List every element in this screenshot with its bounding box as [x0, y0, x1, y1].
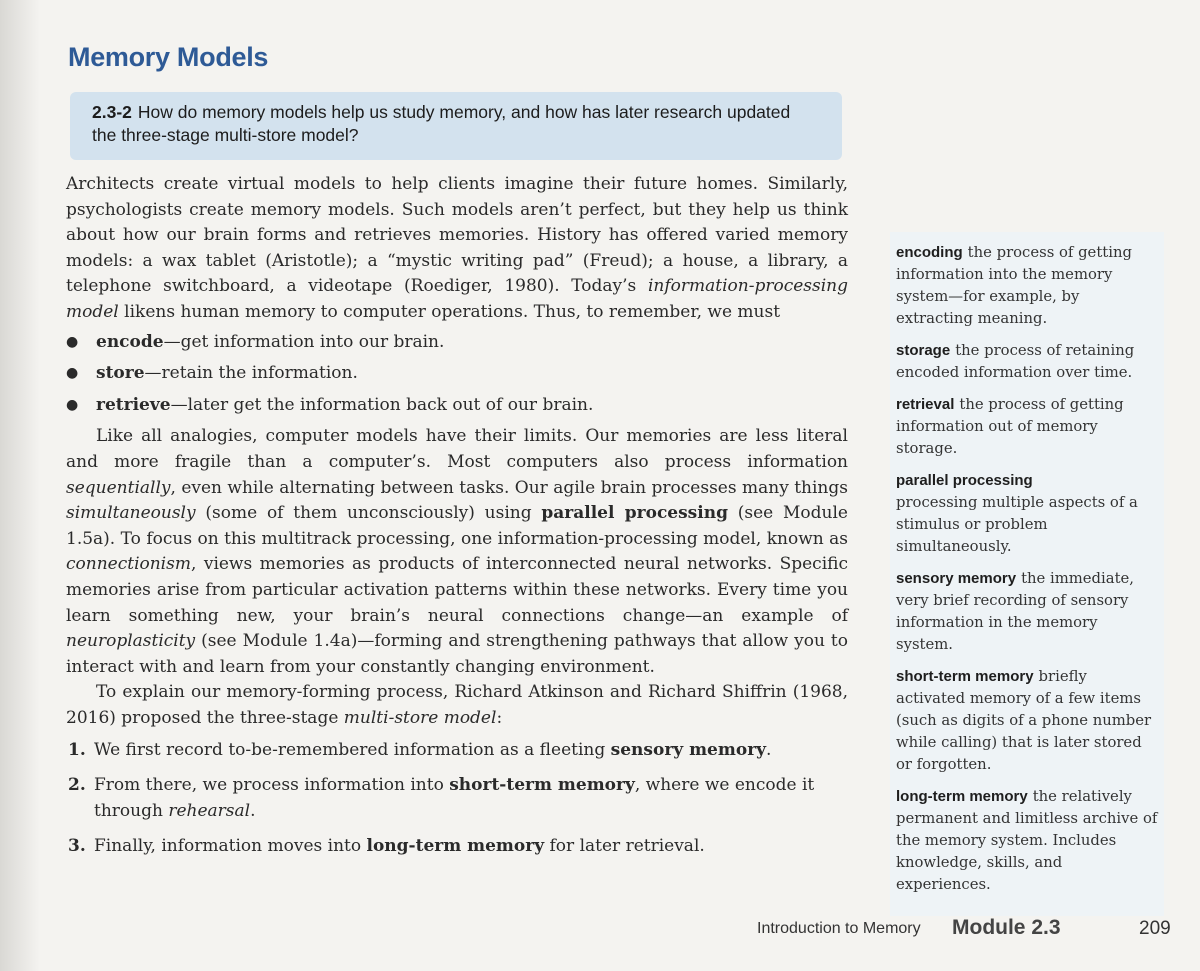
learning-objective: [92, 101, 812, 147]
multistore-steps: [66, 737, 848, 859]
glossary-entry: long-term memory the relatively permanent and limitless archive of the memory system. Includes knowledge, skills, and experiences.: [896, 788, 1158, 893]
footer-module-label: Module 2.3: [952, 916, 1061, 939]
glossary-entry: storage the process of retaining encoded information over time.: [896, 342, 1135, 381]
page-gutter-shadow: [0, 0, 40, 971]
glossary-entry: encoding the process of getting information into the memory system—for example, by extracting meaning.: [896, 244, 1132, 327]
list-item: 3. Finally, information moves into long-term memory for later retrieval.: [68, 836, 705, 857]
glossary-sidebar: [890, 232, 1164, 916]
glossary-entry: parallel processing processing multiple aspects of a stimulus or problem simultaneously.: [896, 472, 1138, 555]
glossary-entry: sensory memory the immediate, very brief recording of sensory information in the memory system.: [896, 570, 1134, 653]
list-item: ● retrieve—later get the information back out of our brain.: [66, 393, 848, 418]
list-item: 2. From there, we process information into short-term memory, where we encode it through rehearsal.: [68, 775, 815, 822]
objective-number: 2.3-2: [92, 102, 132, 122]
paragraph-analogies: Like all analogies, computer models have their limits. Our memories are less literal and more fragile than a computer’s. Most computers also process information sequentially, even while alternating between tasks. Our agile brain processes many things simultaneously (some of them unconsciously) using parallel processing (see Module 1.5a). To focus on this multitrack processing, one information-processing model, known as connectionism, views memories as products of interconnected neural networks. Specific memories arise from particular activation patterns within these networks. Every time you learn something new, your brain’s neural connections change—an example of neuroplasticity (see Module 1.4a)—forming and strengthening pathways that allow you to interact with and learn from your constantly changing environment.: [66, 426, 848, 677]
list-item: ● encode—get information into our brain.: [66, 330, 848, 355]
learning-objective-box: [70, 92, 842, 160]
list-item: 1. We first record to-be-remembered information as a fleeting sensory memory.: [68, 740, 772, 761]
page-number: 209: [1139, 918, 1171, 939]
page-footer: [0, 916, 1200, 946]
objective-question: How do memory models help us study memory, and how has later research updated the three-stage multi-store model?: [92, 102, 791, 145]
paragraph-intro: Architects create virtual models to help clients imagine their future homes. Similarly, psychologists create memory models. Such models aren’t perfect, but they help us think about how our brain forms and retrieves memories. History has offered varied memory models: a wax tablet (Aristotle); a “mystic writing pad” (Freud); a house, a library, a telephone switchboard, a videotape (Roediger, 1980). Today’s information-processing model likens human memory to computer operations. Thus, to remember, we must: [66, 174, 848, 322]
section-heading: Memory Models: [68, 42, 269, 72]
main-body-text: [66, 172, 848, 868]
list-item: ● store—retain the information.: [66, 361, 848, 386]
glossary-entry: short-term memory briefly activated memory of a few items (such as digits of a phone number while calling) that is later stored or forgotten.: [896, 668, 1152, 773]
footer-section-title: Introduction to Memory: [757, 920, 921, 937]
paragraph-multistore: To explain our memory-forming process, Richard Atkinson and Richard Shiffrin (1968, 2016) proposed the three-stage multi-store model:: [66, 682, 848, 728]
memory-process-list: [66, 330, 848, 418]
glossary-entry: retrieval the process of getting information out of memory storage.: [896, 396, 1124, 457]
